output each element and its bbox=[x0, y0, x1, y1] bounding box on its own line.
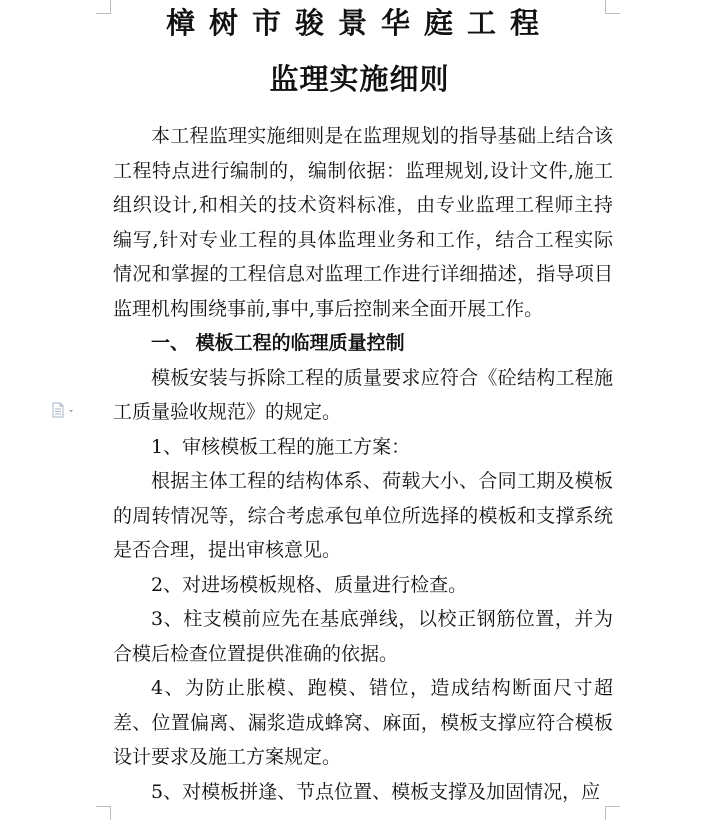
margin-corner-mark bbox=[96, 806, 111, 820]
document-title-line2: 监理实施细则 bbox=[269, 62, 450, 96]
body-paragraph: 根据主体工程的结构体系、荷载大小、合同工期及模板的周转情况等，综合考虑承包单位所选择的模板和支撑系统是否合理，提出审核意见。 bbox=[113, 470, 613, 561]
list-item: 5、对模板拼逢、节点位置、模板支撑及加固情况，应 bbox=[151, 780, 601, 803]
section-heading: 一、 模板工程的临理质量控制 bbox=[151, 332, 405, 354]
body-paragraph: 模板安装与拆除工程的质量要求应符合《砼结构工程施工质量验收规范》的规定。 bbox=[113, 366, 613, 423]
list-item: 2、对进场模板规格、质量进行检查。 bbox=[151, 573, 468, 596]
document-dropdown-icon[interactable] bbox=[51, 402, 77, 418]
document-title-line1: 樟树市骏景华庭工程 bbox=[165, 6, 553, 40]
body-paragraph: 本工程监理实施细则是在监理规划的指导基础上结合该工程特点进行编制的，编制依据：监理规划,设计文件,施工组织设计,和相关的技术资料标准，由专业监理工程师主持编写,针对专业工程的具体监理业务和工作，结合工程实际情况和掌握的工程信息对监理工作进行详细描述，指导项目监理机构围绕事前,事中,事后控制来全面开展工作。 bbox=[113, 125, 613, 320]
list-item: 1、审核模板工程的施工方案： bbox=[151, 435, 411, 458]
list-item: 3、柱支模前应先在基底弹线，以校正钢筋位置，并为合模后检查位置提供准确的依据。 bbox=[113, 608, 613, 665]
list-item: 4、为防止胀模、跑模、错位，造成结构断面尺寸超差、位置偏离、漏浆造成蜂窝、麻面，模板支撑应符合模板设计要求及施工方案规定。 bbox=[113, 677, 613, 768]
document-body bbox=[113, 119, 613, 809]
